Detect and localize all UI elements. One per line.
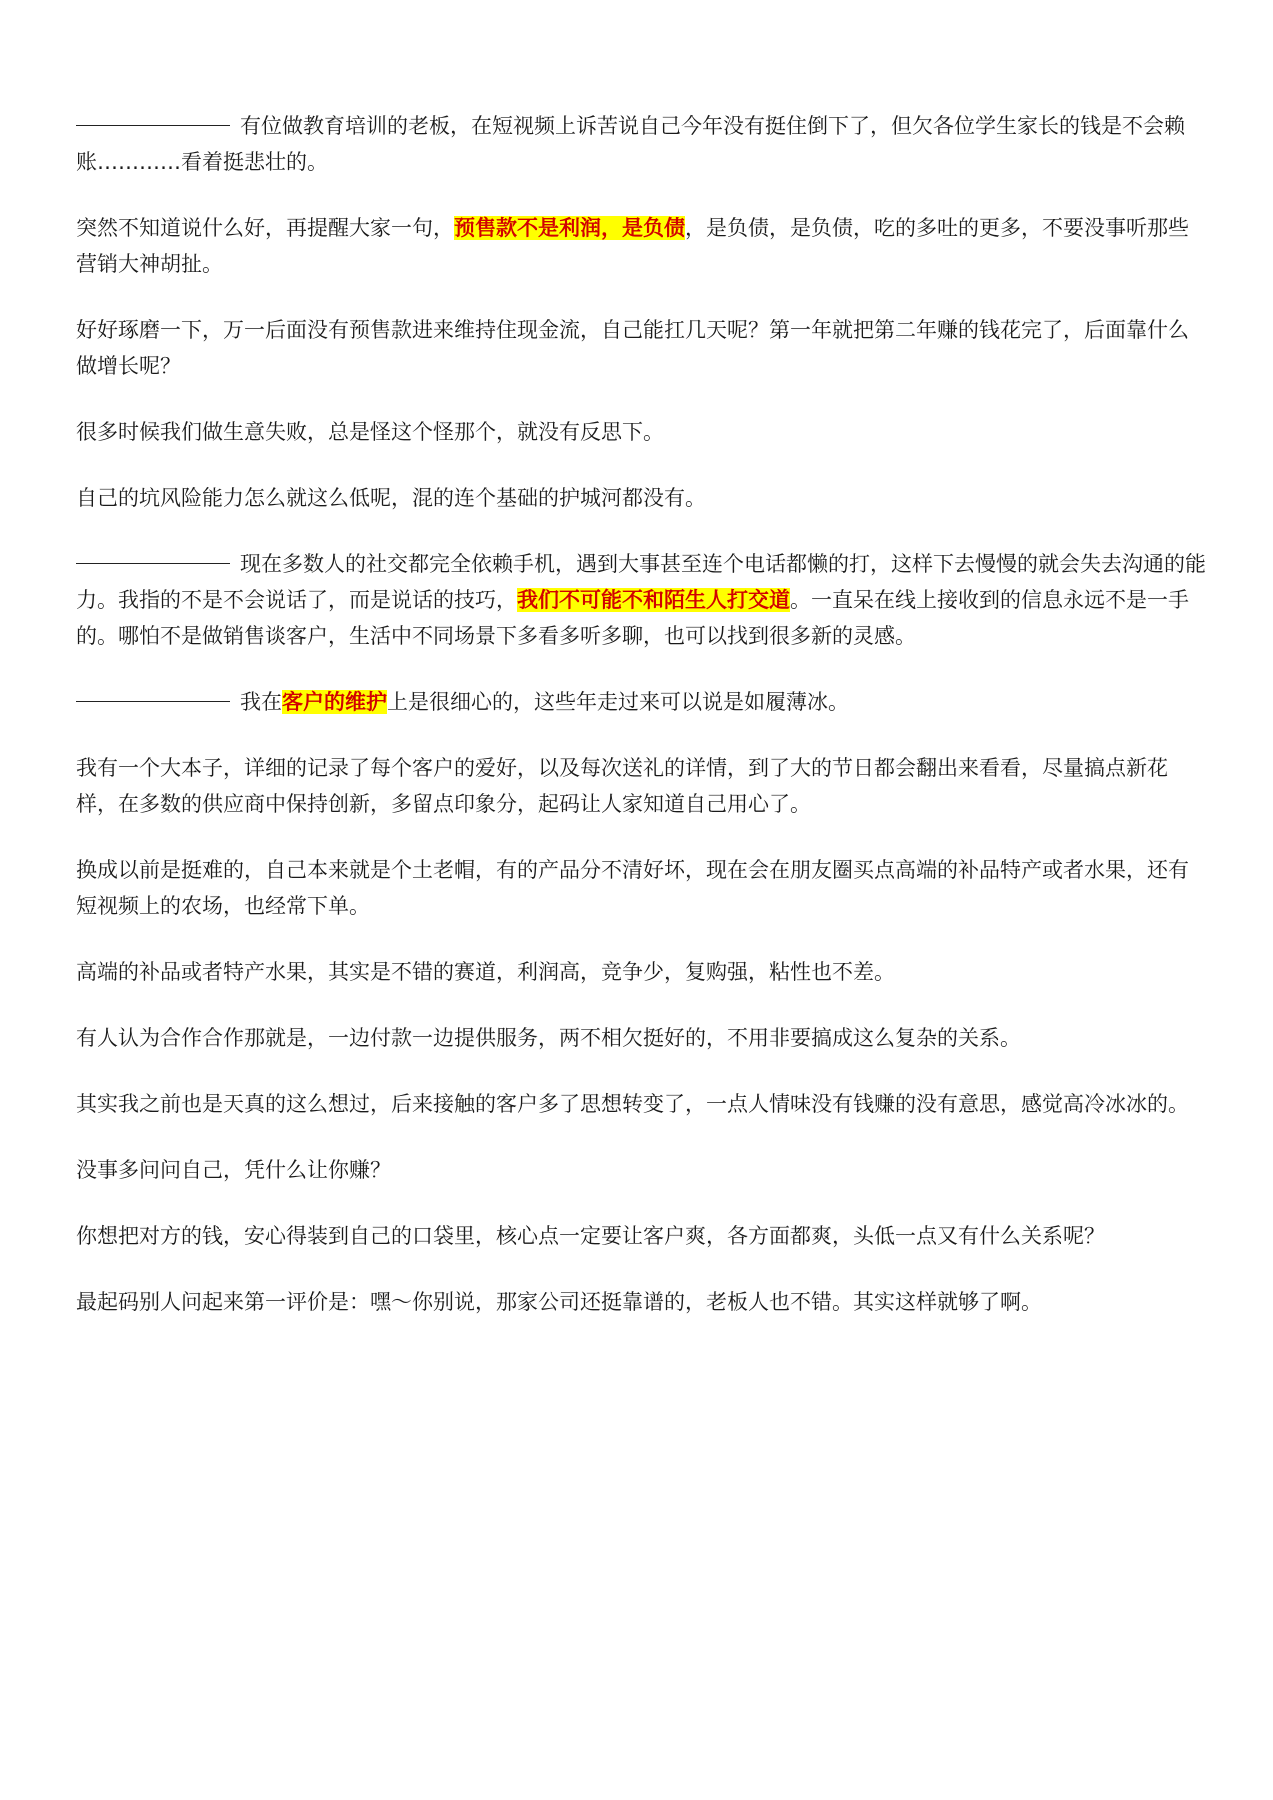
paragraph-text: 没事多问问自己，凭什么让你赚？ [76,1158,391,1182]
paragraph [76,108,1206,180]
paragraph-text: 其实我之前也是天真的这么想过，后来接触的客户多了思想转变了，一点人情味没有钱赚的没有意思，感觉高冷冰冰的。 [76,1092,1189,1116]
paragraph-text: 自己的坑风险能力怎么就这么低呢，混的连个基础的护城河都没有。 [76,486,706,510]
paragraph [76,750,1206,822]
paragraph-text: 很多时候我们做生意失败，总是怪这个怪那个，就没有反思下。 [76,420,664,444]
paragraph-text: 突然不知道说什么好，再提醒大家一句， [76,216,454,240]
paragraph [76,210,1206,282]
dash-rule [76,563,230,564]
paragraph-text: 高端的补品或者特产水果，其实是不错的赛道，利润高，竞争少，复购强，粘性也不差。 [76,960,895,984]
paragraph-text: 。一直呆在线上接收到的信息永远不是一手的。哪怕不是做销售谈客户，生活中不同场景下多看多听多聊，也可以找到很多新的灵感。 [76,588,1189,648]
paragraph [76,684,1206,720]
dash-rule [76,701,230,702]
document-body [76,108,1206,1350]
highlighted-text: 客户的维护 [282,690,387,714]
paragraph [76,852,1206,924]
highlighted-text: 预售款不是利润，是负债 [454,216,685,240]
dash-rule [76,125,230,126]
paragraph-text: 上是很细心的，这些年走过来可以说是如履薄冰。 [387,690,849,714]
paragraph-text: 最起码别人问起来第一评价是：嘿～你别说，那家公司还挺靠谱的，老板人也不错。其实这样就够了啊。 [76,1290,1042,1314]
paragraph [76,546,1206,654]
paragraph [76,480,1206,516]
paragraph [76,1152,1206,1188]
paragraph [76,954,1206,990]
paragraph-text: ，是负债，是负债，吃的多吐的更多，不要没事听那些营销大神胡扯。 [76,216,1189,276]
paragraph [76,1284,1206,1320]
paragraph [76,1218,1206,1254]
paragraph-text: 我有一个大本子，详细的记录了每个客户的爱好，以及每次送礼的详情，到了大的节日都会翻出来看看，尽量搞点新花样，在多数的供应商中保持创新，多留点印象分，起码让人家知道自己用心了。 [76,756,1168,816]
paragraph-text: 我在 [240,690,282,714]
paragraph-text: 有位做教育培训的老板，在短视频上诉苦说自己今年没有挺住倒下了，但欠各位学生家长的钱是不会赖账…………看着挺悲壮的。 [76,114,1185,174]
paragraph-text: 换成以前是挺难的，自己本来就是个土老帽，有的产品分不清好坏，现在会在朋友圈买点高端的补品特产或者水果，还有短视频上的农场，也经常下单。 [76,858,1189,918]
paragraph [76,414,1206,450]
paragraph-text: 有人认为合作合作那就是，一边付款一边提供服务，两不相欠挺好的，不用非要搞成这么复杂的关系。 [76,1026,1021,1050]
paragraph-text: 好好琢磨一下，万一后面没有预售款进来维持住现金流，自己能扛几天呢？第一年就把第二年赚的钱花完了，后面靠什么做增长呢？ [76,318,1189,378]
highlighted-text: 我们不可能不和陌生人打交道 [517,588,790,612]
paragraph [76,1020,1206,1056]
paragraph [76,312,1206,384]
paragraph-text: 现在多数人的社交都完全依赖手机，遇到大事甚至连个电话都懒的打，这样下去慢慢的就会失去沟通的能力。我指的不是不会说话了，而是说话的技巧， [76,552,1206,612]
paragraph [76,1086,1206,1122]
paragraph-text: 你想把对方的钱，安心得装到自己的口袋里，核心点一定要让客户爽，各方面都爽，头低一点又有什么关系呢？ [76,1224,1105,1248]
